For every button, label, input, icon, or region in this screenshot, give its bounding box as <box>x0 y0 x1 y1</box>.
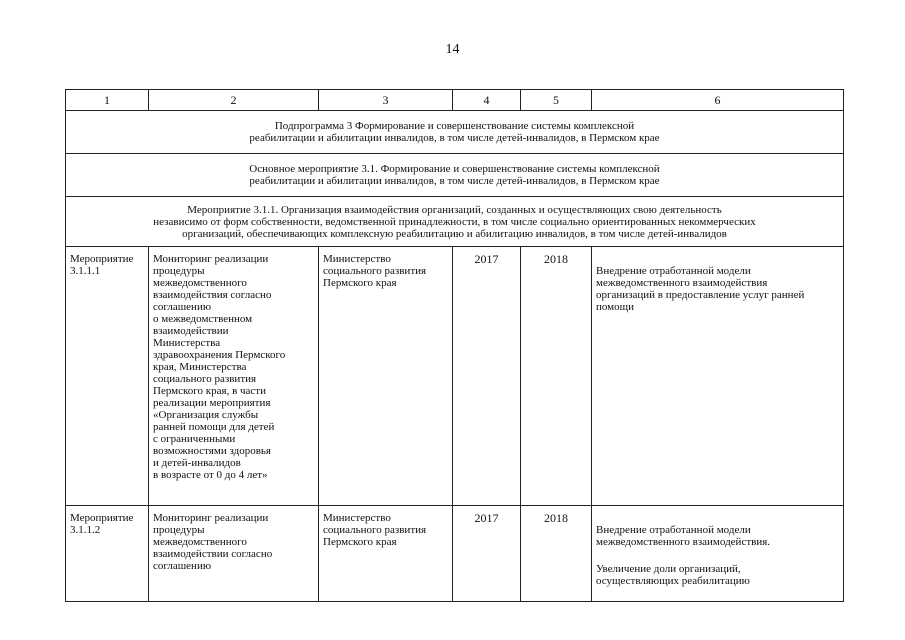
main-event-row <box>66 154 844 197</box>
table-row <box>66 247 844 506</box>
event-end-year: 2018 <box>521 506 592 602</box>
column-number-row <box>66 90 844 111</box>
subprogram-title: Подпрограмма 3 Формирование и совершенствование системы комплексной реабилитации и абилитации инвалидов, в том числе детей-инвалидов, в Пермском крае <box>66 111 844 154</box>
main-event-title: Основное мероприятие 3.1. Формирование и совершенствование системы комплексной реабилитации и абилитации инвалидов, в том числе детей-инвалидов, в Пермском крае <box>66 154 844 197</box>
page-number: 14 <box>445 42 460 57</box>
table-row <box>66 506 844 602</box>
event-executor: Министерство социального развития Пермского края <box>319 247 453 506</box>
event-end-year: 2018 <box>521 247 592 506</box>
event-result-paragraph: Внедрение отработанной модели межведомственного взаимодействия. <box>596 524 771 548</box>
event-executor: Министерство социального развития Пермского края <box>319 506 453 602</box>
column-header-5: 5 <box>521 90 592 111</box>
measure-row <box>66 197 844 247</box>
event-id: Мероприятие 3.1.1.1 <box>66 247 149 506</box>
column-header-1: 1 <box>66 90 149 111</box>
column-header-2: 2 <box>149 90 319 111</box>
event-result-paragraph: Увеличение доли организаций, осуществляющих реабилитацию <box>596 563 750 587</box>
event-start-year: 2017 <box>453 247 521 506</box>
column-header-3: 3 <box>319 90 453 111</box>
event-result <box>592 506 844 602</box>
program-table <box>65 89 844 602</box>
event-result-paragraph: Внедрение отработанной модели межведомственного взаимодействия организаций в предоставление услуг ранней помощи <box>596 265 805 313</box>
event-id: Мероприятие 3.1.1.2 <box>66 506 149 602</box>
event-description: Мониторинг реализации процедуры межведомственного взаимодействии согласно соглашению <box>149 506 319 602</box>
subprogram-row <box>66 111 844 154</box>
event-start-year: 2017 <box>453 506 521 602</box>
event-result <box>592 247 844 506</box>
column-header-6: 6 <box>592 90 844 111</box>
event-description: Мониторинг реализации процедуры межведомственного взаимодействия согласно соглашению о межведомственном взаимодействии Министерства здравоохранения Пермского края, Министерства социального развития Пермского края, в части реализации мероприятия «Организация службы ранней помощи для детей с ограниченными возможностями здоровья и детей-инвалидов в возрасте от 0 до 4 лет» <box>149 247 319 506</box>
measure-title: Мероприятие 3.1.1. Организация взаимодействия организаций, созданных и осуществляющих свою деятельность независимо от форм собственности, ведомственной принадлежности, в том числе социально ориентированных некоммерческих организаций, обеспечивающих комплексную реабилитацию и абилитацию инвалидов, в том числе детей-инвалидов <box>66 197 844 247</box>
column-header-4: 4 <box>453 90 521 111</box>
